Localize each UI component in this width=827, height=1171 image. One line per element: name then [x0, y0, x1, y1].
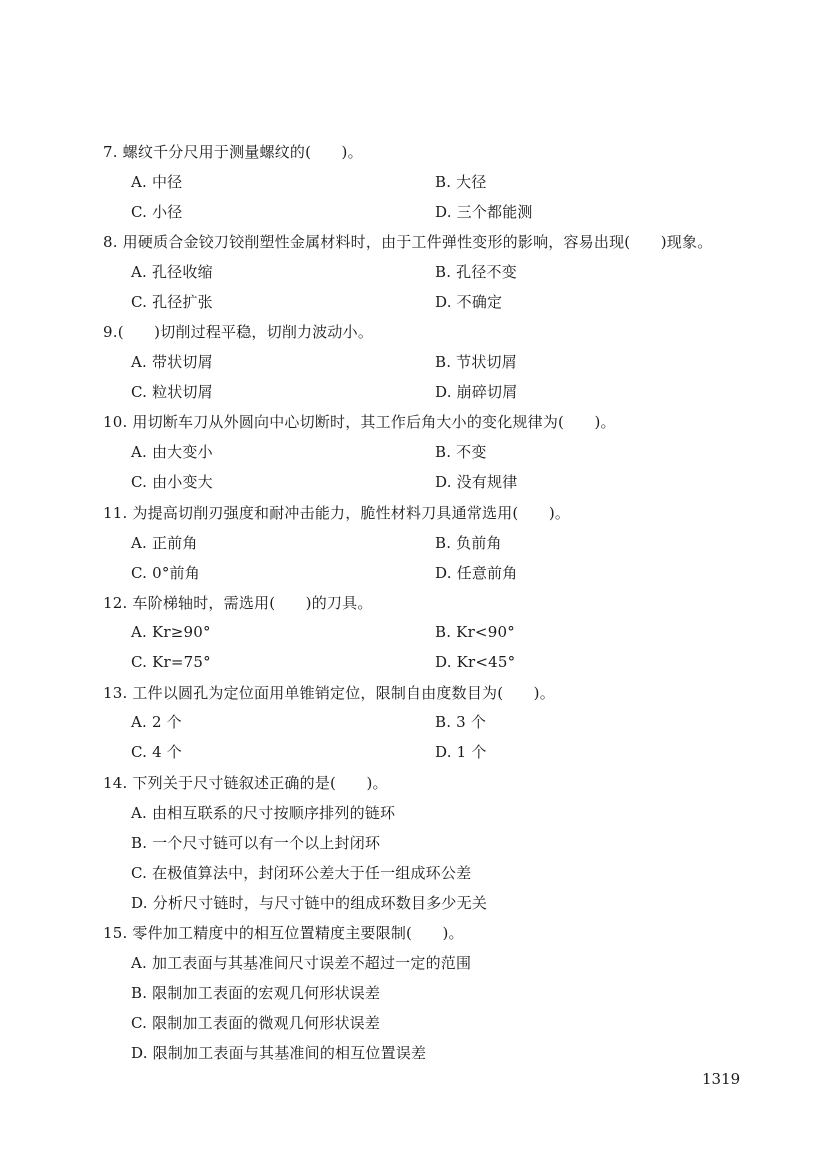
question-8-option-c: C. 孔径扩张 [131, 293, 213, 311]
question-10-option-b: B. 不变 [435, 443, 487, 461]
question-10-stem: 10. 用切断车刀从外圆向中心切断时，其工作后角大小的变化规律为( )。 [103, 413, 616, 431]
question-8-option-a: A. 孔径收缩 [131, 263, 213, 281]
question-12-option-a: A. Kr≥90° [131, 623, 211, 641]
question-14-option-a: A. 由相互联系的尺寸按顺序排列的链环 [131, 804, 396, 822]
question-8-option-d: D. 不确定 [435, 293, 503, 311]
question-15-option-c: C. 限制加工表面的微观几何形状误差 [131, 1014, 381, 1032]
question-9-option-d: D. 崩碎切屑 [435, 383, 518, 401]
question-9-stem: 9.( )切削过程平稳，切削力波动小。 [103, 323, 374, 341]
question-15-option-d: D. 限制加工表面与其基准间的相互位置误差 [131, 1044, 427, 1062]
question-9-option-b: B. 节状切屑 [435, 353, 517, 371]
question-11-option-c: C. 0°前角 [131, 564, 200, 582]
question-13-option-d: D. 1 个 [435, 743, 487, 761]
question-13-option-b: B. 3 个 [435, 713, 487, 731]
question-15-option-a: A. 加工表面与其基准间尺寸误差不超过一定的范围 [131, 954, 472, 972]
question-8-stem: 8. 用硬质合金铰刀铰削塑性金属材料时，由于工件弹性变形的影响，容易出现( )现象。 [103, 233, 713, 251]
question-13-option-a: A. 2 个 [131, 713, 182, 731]
question-12-option-d: D. Kr<45° [435, 653, 516, 671]
question-7-option-d: D. 三个都能测 [435, 203, 533, 221]
question-14-option-b: B. 一个尺寸链可以有一个以上封闭环 [131, 834, 381, 852]
question-12-option-c: C. Kr=75° [131, 653, 211, 671]
question-7-option-c: C. 小径 [131, 203, 183, 221]
question-13-stem: 13. 工件以圆孔为定位面用单锥销定位，限制自由度数目为( )。 [103, 684, 555, 702]
question-10-option-d: D. 没有规律 [435, 473, 518, 491]
question-13-option-c: C. 4 个 [131, 743, 182, 761]
question-9-option-c: C. 粒状切屑 [131, 383, 213, 401]
question-15-stem: 15. 零件加工精度中的相互位置精度主要限制( )。 [103, 924, 464, 942]
question-14-stem: 14. 下列关于尺寸链叙述正确的是( )。 [103, 774, 388, 792]
question-15-option-b: B. 限制加工表面的宏观几何形状误差 [131, 984, 381, 1002]
question-11-option-a: A. 正前角 [131, 534, 198, 552]
question-11-option-b: B. 负前角 [435, 534, 502, 552]
question-14-option-d: D. 分析尺寸链时，与尺寸链中的组成环数目多少无关 [131, 894, 488, 912]
question-12-option-b: B. Kr<90° [435, 623, 515, 641]
page-number: 1319 [702, 1070, 741, 1088]
question-10-option-c: C. 由小变大 [131, 473, 213, 491]
question-7-stem: 7. 螺纹千分尺用于测量螺纹的( )。 [103, 143, 363, 161]
question-7-option-a: A. 中径 [131, 173, 183, 191]
question-10-option-a: A. 由大变小 [131, 443, 213, 461]
question-11-stem: 11. 为提高切削刃强度和耐冲击能力，脆性材料刀具通常选用( )。 [103, 504, 571, 522]
question-9-option-a: A. 带状切屑 [131, 353, 213, 371]
question-7-option-b: B. 大径 [435, 173, 487, 191]
question-8-option-b: B. 孔径不变 [435, 263, 517, 281]
question-14-option-c: C. 在极值算法中，封闭环公差大于任一组成环公差 [131, 864, 472, 882]
question-11-option-d: D. 任意前角 [435, 564, 518, 582]
question-12-stem: 12. 车阶梯轴时，需选用( )的刀具。 [103, 594, 373, 612]
